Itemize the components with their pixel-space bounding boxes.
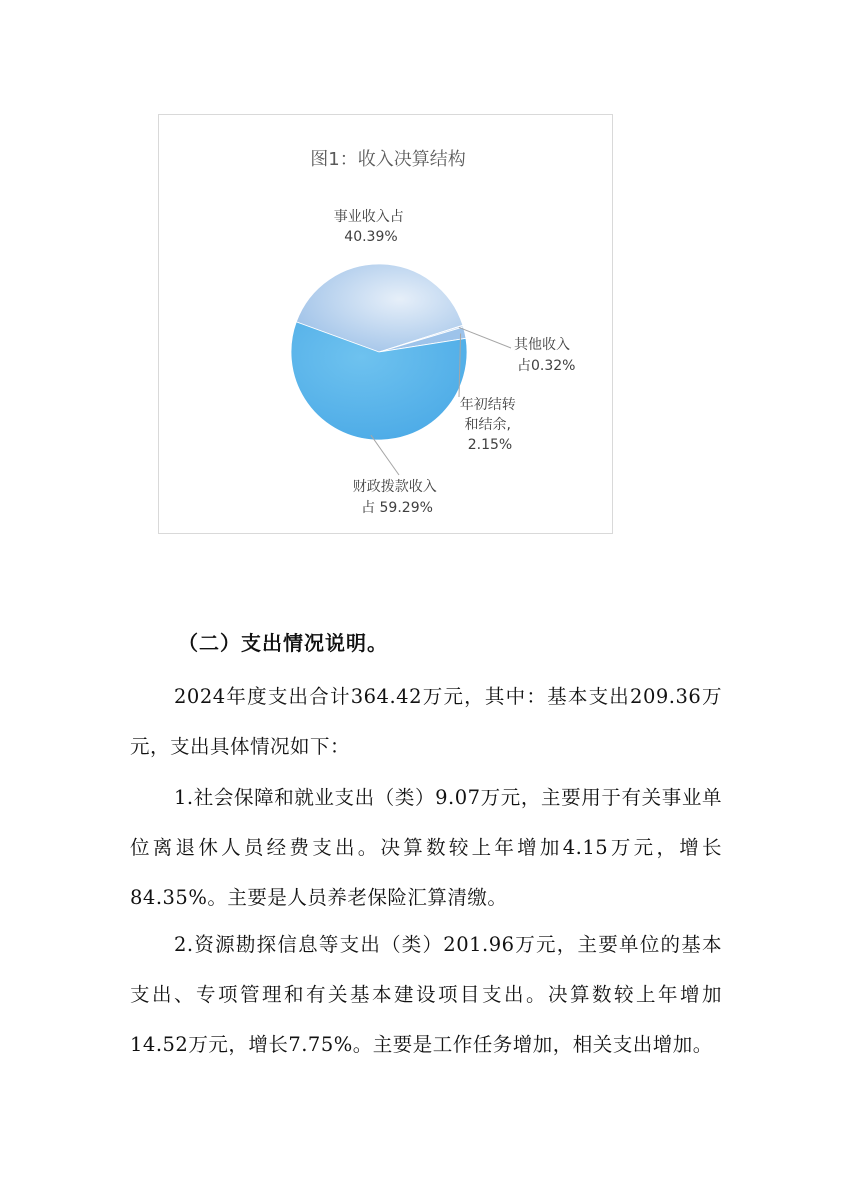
paragraph-summary	[130, 672, 722, 772]
slice-label-fiscal-line2: 占 59.29%	[361, 500, 433, 516]
slice-label-carryover	[460, 396, 520, 453]
paragraph-resource-exploration	[130, 920, 722, 1070]
slice-label-fiscal	[353, 478, 441, 516]
paragraph-social-security-text: 1.社会保障和就业支出（类）9.07万元，主要用于有关事业单位离退休人员经费支出。决算数较上年增加4.15万元，增长84.35%。主要是人员养老保险汇算清缴。	[130, 786, 722, 909]
pie-chart	[159, 115, 614, 535]
slice-label-other-line1: 其他收入	[514, 337, 570, 353]
paragraph-resource-exploration-text: 2.资源勘探信息等支出（类）201.96万元，主要单位的基本支出、专项管理和有关基本建设项目支出。决算数较上年增加14.52万元，增长7.75%。主要是工作任务增加，相关支出增加。	[130, 933, 722, 1056]
chart-title: 图1：收入决算结构	[310, 149, 466, 170]
slice-label-business-line2: 40.39%	[344, 229, 398, 245]
section-heading: （二）支出情况说明。	[178, 631, 388, 655]
paragraph-summary-text: 2024年度支出合计364.42万元，其中：基本支出209.36万元，支出具体情况如下：	[130, 685, 722, 758]
slice-label-business	[334, 208, 408, 245]
slice-label-carryover-line2: 和结余,	[464, 417, 511, 433]
slice-label-carryover-line1: 年初结转	[459, 397, 516, 413]
paragraph-social-security	[130, 773, 722, 923]
pie-slices	[291, 264, 467, 440]
slice-label-other-line2: 占0.32%	[517, 358, 576, 374]
chart-figure	[158, 114, 613, 534]
slice-label-carryover-line3: 2.15%	[467, 437, 513, 453]
slice-label-business-line1: 事业收入占	[333, 209, 404, 225]
slice-label-fiscal-line1: 财政拨款收入	[352, 479, 437, 495]
leader-line-fiscal	[371, 435, 399, 475]
slice-label-other	[514, 336, 575, 374]
